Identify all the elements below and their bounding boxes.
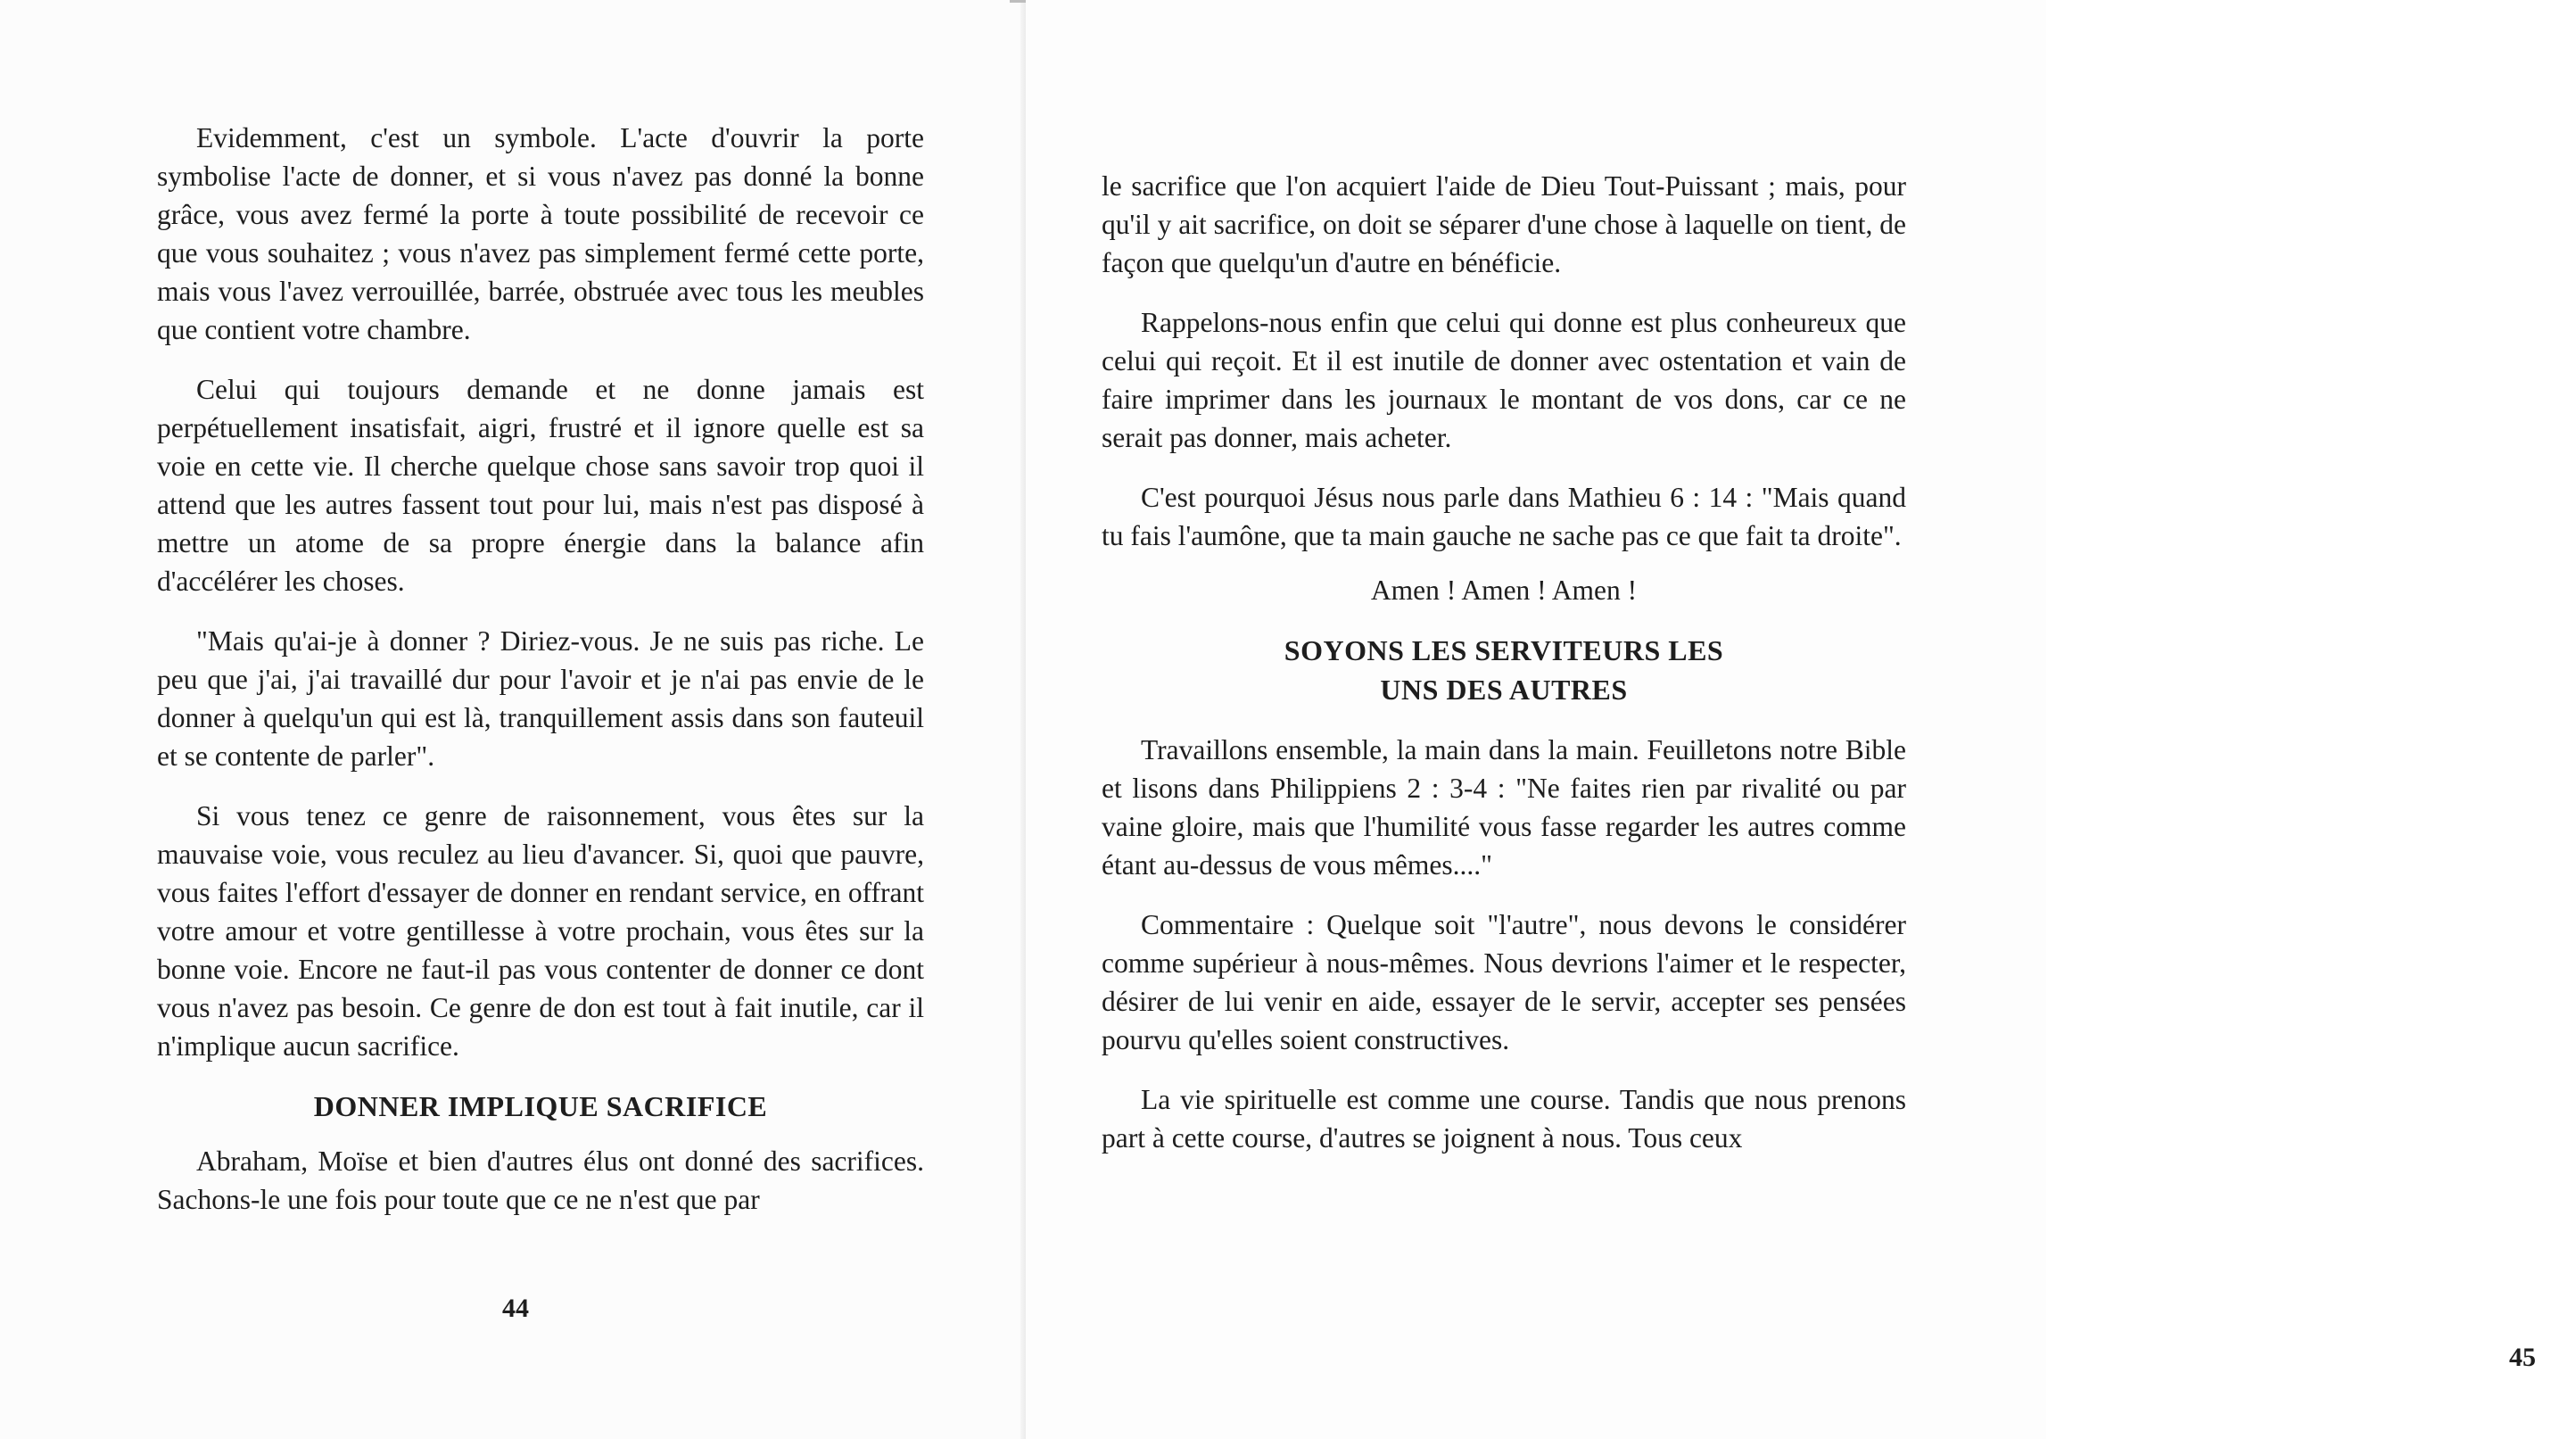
paragraph-sacrifice-continuation: le sacrifice que l'on acquiert l'aide de Dieu Tout-Puissant ; mais, pour qu'il y ait sacrifice, on doit se séparer d'une chose à laquelle on tient, de façon que quelqu'un d'autre en bénéficie.: [1102, 170, 1906, 278]
paragraph-raisonnement: Si vous tenez ce genre de raisonnement, vous êtes sur la mauvaise voie, vous reculez au lieu d'avancer. Si, quoi que pauvre, vous faites l'effort d'essayer de donner en rendant service, en offrant votre amour et votre gentillesse à votre prochain, vous êtes sur la bonne voie. Encore ne faut-il pas vous contenter de donner ce dont vous n'avez pas besoin. Ce genre de don est tout à fait inutile, car il n'implique aucun sacrifice.: [157, 800, 924, 1062]
paragraph-symbole: Evidemment, c'est un symbole. L'acte d'ouvrir la porte symbolise l'acte de donner, et si vous n'avez pas donné la bonne grâce, vous avez fermé la porte à toute possibilité de recevoir ce que vous souhaitez ; vous n'avez pas simplement fermé cette porte, mais vous l'avez verrouillée, barrée, obstruée avec tous les meubles que contient votre chambre.: [157, 122, 924, 345]
paragraph-travaillons: Travaillons ensemble, la main dans la main. Feuilletons notre Bible et lisons dans Philippiens 2 : 3-4 : "Ne faites rien par rivalité ou par vaine gloire, mais que l'humilité vous fasse regarder les autres comme étant au-dessus de vous mêmes....": [1102, 734, 1906, 881]
left-page: [0, 0, 1026, 1439]
paragraph-rappelons-nous: Rappelons-nous enfin que celui qui donne est plus conheureux que celui qui reçoit. Et il est inutile de donner avec ostentation et vain de faire imprimer dans les journaux le montant de vos dons, car ce ne serait pas donner, mais acheter.: [1102, 307, 1906, 453]
paragraph-jesus-mathieu: C'est pourquoi Jésus nous parle dans Mathieu 6 : 14 : "Mais quand tu fais l'aumône, que ta main gauche ne sache pas ce que fait ta droite".: [1102, 482, 1906, 551]
left-page-text: [157, 119, 924, 1219]
page-number-right: 45: [2509, 1343, 2536, 1372]
amen-line: Amen ! Amen ! Amen !: [1370, 575, 1638, 606]
paragraph-mais-qu-ai-je: "Mais qu'ai-je à donner ? Diriez-vous. Je ne suis pas riche. Le peu que j'ai, j'ai travaillé dur pour l'avoir et je n'ai pas envie de le donner à quelqu'un qui est là, tranquillement assis dans son fauteuil et se contente de parler".: [157, 625, 924, 772]
paragraph-celui-qui-demande: Celui qui toujours demande et ne donne jamais est perpétuellement insatisfait, aigri, frustré et il ignore quelle est sa voie en cette vie. Il cherche quelque chose sans savoir trop quoi il attend que les autres fassent tout pour lui, mais n'est pas disposé à mettre un atome de sa propre énergie dans la balance afin d'accélérer les choses.: [157, 374, 924, 597]
section-heading-serviteurs-line1: SOYONS LES SERVITEURS LES: [1284, 634, 1724, 666]
paragraph-commentaire: Commentaire : Quelque soit "l'autre", nous devons le considérer comme supérieur à nous-mêmes. Nous devrions l'aimer et le respecter, désirer de lui venir en aide, essayer de le servir, accepter ses pensées pourvu qu'elles soient constructives.: [1102, 909, 1906, 1055]
section-heading-donner-implique-sacrifice: DONNER IMPLIQUE SACRIFICE: [313, 1090, 768, 1122]
section-heading-serviteurs-line2: UNS DES AUTRES: [1380, 674, 1628, 706]
paragraph-abraham: Abraham, Moïse et bien d'autres élus ont donné des sacrifices. Sachons-le une fois pour toute que ce ne n'est que par: [157, 1145, 924, 1215]
page-number-left: 44: [502, 1294, 529, 1323]
paragraph-vie-spirituelle: La vie spirituelle est comme une course. Tandis que nous prenons part à cette course, d'autres se joignent à nous. Tous ceux: [1102, 1084, 1906, 1154]
right-page-text: [1102, 167, 1906, 1157]
